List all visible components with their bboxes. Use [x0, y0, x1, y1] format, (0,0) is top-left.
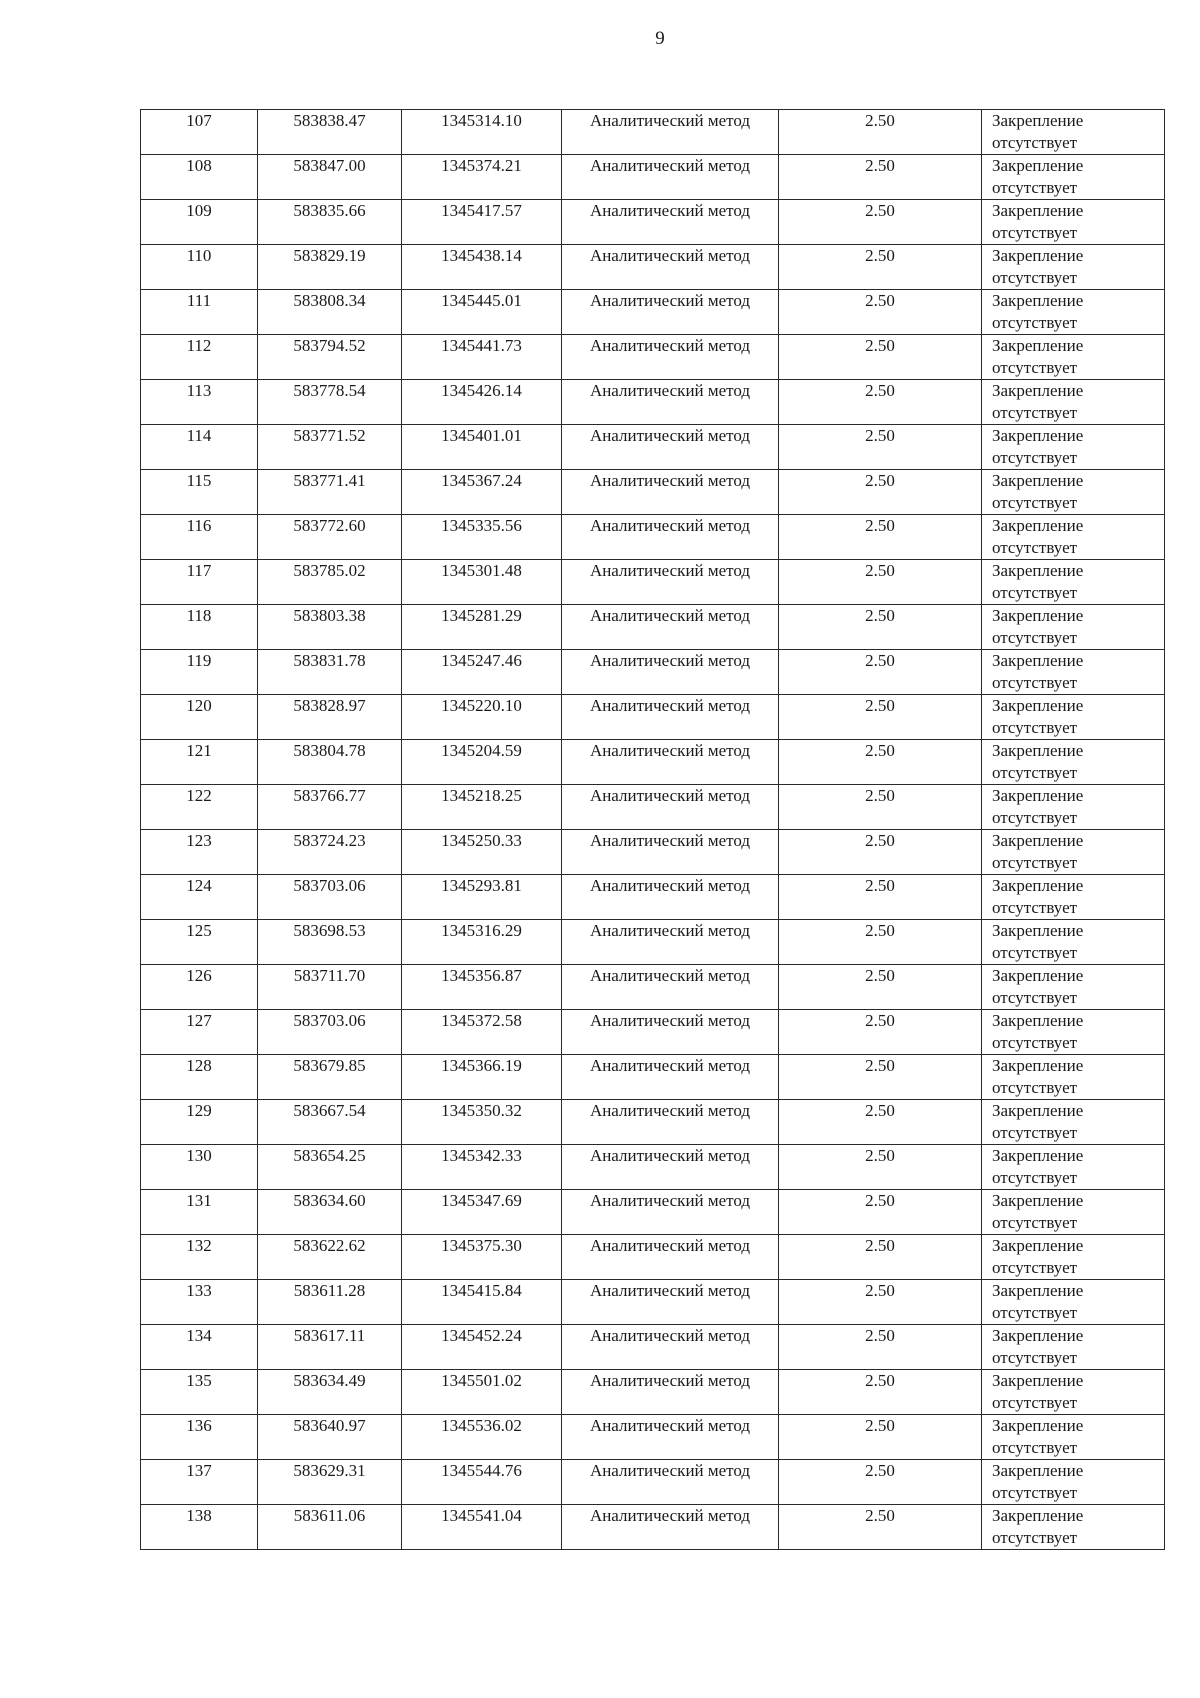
- x-coordinate-cell: 583847.00: [258, 155, 402, 200]
- y-coordinate-cell: 1345401.01: [402, 425, 562, 470]
- fixation-line-2: отсутствует: [992, 718, 1078, 737]
- table-row: [141, 1190, 1165, 1235]
- fixation-line-1: Закрепление: [992, 156, 1084, 175]
- table-row: [141, 1235, 1165, 1280]
- fixation-line-1: Закрепление: [992, 111, 1084, 130]
- fixation-line-1: Закрепление: [992, 246, 1084, 265]
- fixation-line-1: Закрепление: [992, 1326, 1084, 1345]
- table-row: [141, 110, 1165, 155]
- y-coordinate-cell: 1345335.56: [402, 515, 562, 560]
- y-coordinate-cell: 1345350.32: [402, 1100, 562, 1145]
- y-coordinate-cell: 1345544.76: [402, 1460, 562, 1505]
- table-row: [141, 1010, 1165, 1055]
- fixation-line-1: Закрепление: [992, 831, 1084, 850]
- method-cell: Аналитический метод: [562, 155, 779, 200]
- method-cell: Аналитический метод: [562, 560, 779, 605]
- y-coordinate-cell: 1345452.24: [402, 1325, 562, 1370]
- table-row: [141, 1460, 1165, 1505]
- fixation-line-1: Закрепление: [992, 921, 1084, 940]
- accuracy-cell: 2.50: [779, 1280, 982, 1325]
- point-number-cell: 124: [141, 875, 258, 920]
- table-row: [141, 155, 1165, 200]
- coordinates-table: [140, 109, 1165, 1550]
- y-coordinate-cell: 1345281.29: [402, 605, 562, 650]
- coordinates-table-container: [140, 109, 1164, 1550]
- fixation-line-2: отсутствует: [992, 403, 1078, 422]
- x-coordinate-cell: 583654.25: [258, 1145, 402, 1190]
- point-number-cell: 120: [141, 695, 258, 740]
- accuracy-cell: 2.50: [779, 245, 982, 290]
- fixation-line-2: отсутствует: [992, 1078, 1078, 1097]
- fixation-cell: [982, 245, 1165, 290]
- point-number-cell: 111: [141, 290, 258, 335]
- point-number-cell: 136: [141, 1415, 258, 1460]
- fixation-line-1: Закрепление: [992, 1191, 1084, 1210]
- x-coordinate-cell: 583622.62: [258, 1235, 402, 1280]
- fixation-line-1: Закрепление: [992, 561, 1084, 580]
- fixation-line-2: отсутствует: [992, 1348, 1078, 1367]
- fixation-line-2: отсутствует: [992, 223, 1078, 242]
- y-coordinate-cell: 1345218.25: [402, 785, 562, 830]
- point-number-cell: 114: [141, 425, 258, 470]
- method-cell: Аналитический метод: [562, 110, 779, 155]
- fixation-cell: [982, 200, 1165, 245]
- method-cell: Аналитический метод: [562, 1055, 779, 1100]
- point-number-cell: 126: [141, 965, 258, 1010]
- y-coordinate-cell: 1345250.33: [402, 830, 562, 875]
- y-coordinate-cell: 1345342.33: [402, 1145, 562, 1190]
- fixation-line-2: отсутствует: [992, 943, 1078, 962]
- accuracy-cell: 2.50: [779, 560, 982, 605]
- fixation-line-1: Закрепление: [992, 1506, 1084, 1525]
- y-coordinate-cell: 1345366.19: [402, 1055, 562, 1100]
- fixation-line-2: отсутствует: [992, 1438, 1078, 1457]
- table-row: [141, 335, 1165, 380]
- y-coordinate-cell: 1345356.87: [402, 965, 562, 1010]
- method-cell: Аналитический метод: [562, 1370, 779, 1415]
- table-row: [141, 1280, 1165, 1325]
- table-row: [141, 740, 1165, 785]
- table-row: [141, 560, 1165, 605]
- fixation-line-2: отсутствует: [992, 358, 1078, 377]
- fixation-line-2: отсутствует: [992, 1168, 1078, 1187]
- fixation-cell: [982, 155, 1165, 200]
- point-number-cell: 121: [141, 740, 258, 785]
- x-coordinate-cell: 583724.23: [258, 830, 402, 875]
- table-row: [141, 470, 1165, 515]
- fixation-cell: [982, 1190, 1165, 1235]
- fixation-cell: [982, 335, 1165, 380]
- point-number-cell: 131: [141, 1190, 258, 1235]
- accuracy-cell: 2.50: [779, 650, 982, 695]
- point-number-cell: 113: [141, 380, 258, 425]
- fixation-line-2: отсутствует: [992, 1303, 1078, 1322]
- y-coordinate-cell: 1345536.02: [402, 1415, 562, 1460]
- x-coordinate-cell: 583828.97: [258, 695, 402, 740]
- fixation-line-1: Закрепление: [992, 291, 1084, 310]
- accuracy-cell: 2.50: [779, 155, 982, 200]
- accuracy-cell: 2.50: [779, 1100, 982, 1145]
- x-coordinate-cell: 583640.97: [258, 1415, 402, 1460]
- accuracy-cell: 2.50: [779, 830, 982, 875]
- method-cell: Аналитический метод: [562, 740, 779, 785]
- y-coordinate-cell: 1345438.14: [402, 245, 562, 290]
- method-cell: Аналитический метод: [562, 1235, 779, 1280]
- point-number-cell: 108: [141, 155, 258, 200]
- x-coordinate-cell: 583804.78: [258, 740, 402, 785]
- fixation-line-1: Закрепление: [992, 606, 1084, 625]
- method-cell: Аналитический метод: [562, 1415, 779, 1460]
- fixation-cell: [982, 1145, 1165, 1190]
- fixation-line-1: Закрепление: [992, 426, 1084, 445]
- table-row: [141, 1505, 1165, 1550]
- fixation-line-1: Закрепление: [992, 1461, 1084, 1480]
- accuracy-cell: 2.50: [779, 1145, 982, 1190]
- fixation-line-1: Закрепление: [992, 336, 1084, 355]
- fixation-line-2: отсутствует: [992, 808, 1078, 827]
- method-cell: Аналитический метод: [562, 245, 779, 290]
- y-coordinate-cell: 1345347.69: [402, 1190, 562, 1235]
- fixation-cell: [982, 425, 1165, 470]
- method-cell: Аналитический метод: [562, 830, 779, 875]
- accuracy-cell: 2.50: [779, 1505, 982, 1550]
- fixation-cell: [982, 1010, 1165, 1055]
- accuracy-cell: 2.50: [779, 605, 982, 650]
- x-coordinate-cell: 583703.06: [258, 875, 402, 920]
- table-row: [141, 1370, 1165, 1415]
- y-coordinate-cell: 1345301.48: [402, 560, 562, 605]
- y-coordinate-cell: 1345374.21: [402, 155, 562, 200]
- x-coordinate-cell: 583771.52: [258, 425, 402, 470]
- x-coordinate-cell: 583838.47: [258, 110, 402, 155]
- fixation-line-2: отсутствует: [992, 628, 1078, 647]
- fixation-cell: [982, 470, 1165, 515]
- fixation-line-2: отсутствует: [992, 583, 1078, 602]
- fixation-cell: [982, 1370, 1165, 1415]
- point-number-cell: 138: [141, 1505, 258, 1550]
- table-row: [141, 695, 1165, 740]
- point-number-cell: 128: [141, 1055, 258, 1100]
- table-row: [141, 965, 1165, 1010]
- table-row: [141, 290, 1165, 335]
- fixation-line-1: Закрепление: [992, 201, 1084, 220]
- fixation-line-2: отсутствует: [992, 448, 1078, 467]
- fixation-line-2: отсутствует: [992, 1258, 1078, 1277]
- method-cell: Аналитический метод: [562, 650, 779, 695]
- method-cell: Аналитический метод: [562, 1460, 779, 1505]
- table-row: [141, 650, 1165, 695]
- fixation-line-2: отсутствует: [992, 673, 1078, 692]
- fixation-cell: [982, 1505, 1165, 1550]
- fixation-line-2: отсутствует: [992, 763, 1078, 782]
- y-coordinate-cell: 1345247.46: [402, 650, 562, 695]
- y-coordinate-cell: 1345415.84: [402, 1280, 562, 1325]
- table-row: [141, 785, 1165, 830]
- accuracy-cell: 2.50: [779, 380, 982, 425]
- fixation-line-1: Закрепление: [992, 1416, 1084, 1435]
- y-coordinate-cell: 1345417.57: [402, 200, 562, 245]
- method-cell: Аналитический метод: [562, 290, 779, 335]
- x-coordinate-cell: 583808.34: [258, 290, 402, 335]
- x-coordinate-cell: 583679.85: [258, 1055, 402, 1100]
- fixation-cell: [982, 605, 1165, 650]
- x-coordinate-cell: 583831.78: [258, 650, 402, 695]
- fixation-cell: [982, 1325, 1165, 1370]
- fixation-cell: [982, 1235, 1165, 1280]
- method-cell: Аналитический метод: [562, 1505, 779, 1550]
- accuracy-cell: 2.50: [779, 785, 982, 830]
- accuracy-cell: 2.50: [779, 920, 982, 965]
- fixation-cell: [982, 920, 1165, 965]
- fixation-line-2: отсутствует: [992, 178, 1078, 197]
- fixation-cell: [982, 380, 1165, 425]
- table-row: [141, 875, 1165, 920]
- point-number-cell: 115: [141, 470, 258, 515]
- accuracy-cell: 2.50: [779, 1415, 982, 1460]
- accuracy-cell: 2.50: [779, 200, 982, 245]
- fixation-line-2: отсутствует: [992, 313, 1078, 332]
- point-number-cell: 135: [141, 1370, 258, 1415]
- fixation-line-2: отсутствует: [992, 1528, 1078, 1547]
- method-cell: Аналитический метод: [562, 785, 779, 830]
- x-coordinate-cell: 583711.70: [258, 965, 402, 1010]
- point-number-cell: 125: [141, 920, 258, 965]
- x-coordinate-cell: 583611.28: [258, 1280, 402, 1325]
- fixation-line-2: отсутствует: [992, 1213, 1078, 1232]
- fixation-cell: [982, 875, 1165, 920]
- table-row: [141, 1055, 1165, 1100]
- point-number-cell: 133: [141, 1280, 258, 1325]
- point-number-cell: 129: [141, 1100, 258, 1145]
- y-coordinate-cell: 1345445.01: [402, 290, 562, 335]
- fixation-line-1: Закрепление: [992, 1281, 1084, 1300]
- method-cell: Аналитический метод: [562, 1010, 779, 1055]
- point-number-cell: 117: [141, 560, 258, 605]
- method-cell: Аналитический метод: [562, 515, 779, 560]
- x-coordinate-cell: 583778.54: [258, 380, 402, 425]
- accuracy-cell: 2.50: [779, 290, 982, 335]
- point-number-cell: 110: [141, 245, 258, 290]
- method-cell: Аналитический метод: [562, 200, 779, 245]
- y-coordinate-cell: 1345293.81: [402, 875, 562, 920]
- fixation-line-1: Закрепление: [992, 381, 1084, 400]
- point-number-cell: 107: [141, 110, 258, 155]
- fixation-line-2: отсутствует: [992, 133, 1078, 152]
- method-cell: Аналитический метод: [562, 1325, 779, 1370]
- fixation-line-1: Закрепление: [992, 786, 1084, 805]
- fixation-cell: [982, 650, 1165, 695]
- fixation-cell: [982, 1415, 1165, 1460]
- fixation-line-2: отсутствует: [992, 1123, 1078, 1142]
- y-coordinate-cell: 1345426.14: [402, 380, 562, 425]
- y-coordinate-cell: 1345541.04: [402, 1505, 562, 1550]
- accuracy-cell: 2.50: [779, 1010, 982, 1055]
- fixation-cell: [982, 1280, 1165, 1325]
- method-cell: Аналитический метод: [562, 1280, 779, 1325]
- method-cell: Аналитический метод: [562, 875, 779, 920]
- x-coordinate-cell: 583667.54: [258, 1100, 402, 1145]
- accuracy-cell: 2.50: [779, 740, 982, 785]
- fixation-line-1: Закрепление: [992, 1011, 1084, 1030]
- x-coordinate-cell: 583772.60: [258, 515, 402, 560]
- table-row: [141, 425, 1165, 470]
- method-cell: Аналитический метод: [562, 425, 779, 470]
- fixation-line-1: Закрепление: [992, 1146, 1084, 1165]
- method-cell: Аналитический метод: [562, 965, 779, 1010]
- y-coordinate-cell: 1345314.10: [402, 110, 562, 155]
- fixation-line-1: Закрепление: [992, 1371, 1084, 1390]
- table-body: [141, 110, 1165, 1550]
- point-number-cell: 130: [141, 1145, 258, 1190]
- x-coordinate-cell: 583634.49: [258, 1370, 402, 1415]
- method-cell: Аналитический метод: [562, 1100, 779, 1145]
- fixation-line-1: Закрепление: [992, 1056, 1084, 1075]
- x-coordinate-cell: 583698.53: [258, 920, 402, 965]
- fixation-line-2: отсутствует: [992, 988, 1078, 1007]
- y-coordinate-cell: 1345204.59: [402, 740, 562, 785]
- point-number-cell: 119: [141, 650, 258, 695]
- x-coordinate-cell: 583634.60: [258, 1190, 402, 1235]
- fixation-cell: [982, 560, 1165, 605]
- point-number-cell: 127: [141, 1010, 258, 1055]
- accuracy-cell: 2.50: [779, 1460, 982, 1505]
- x-coordinate-cell: 583611.06: [258, 1505, 402, 1550]
- fixation-line-1: Закрепление: [992, 651, 1084, 670]
- fixation-line-2: отсутствует: [992, 493, 1078, 512]
- method-cell: Аналитический метод: [562, 335, 779, 380]
- y-coordinate-cell: 1345441.73: [402, 335, 562, 380]
- fixation-line-2: отсутствует: [992, 268, 1078, 287]
- fixation-line-1: Закрепление: [992, 471, 1084, 490]
- point-number-cell: 112: [141, 335, 258, 380]
- y-coordinate-cell: 1345220.10: [402, 695, 562, 740]
- accuracy-cell: 2.50: [779, 875, 982, 920]
- method-cell: Аналитический метод: [562, 1190, 779, 1235]
- page-number: 9: [655, 28, 665, 49]
- fixation-line-1: Закрепление: [992, 516, 1084, 535]
- fixation-line-1: Закрепление: [992, 966, 1084, 985]
- fixation-line-2: отсутствует: [992, 538, 1078, 557]
- method-cell: Аналитический метод: [562, 380, 779, 425]
- method-cell: Аналитический метод: [562, 695, 779, 740]
- accuracy-cell: 2.50: [779, 425, 982, 470]
- point-number-cell: 132: [141, 1235, 258, 1280]
- y-coordinate-cell: 1345367.24: [402, 470, 562, 515]
- method-cell: Аналитический метод: [562, 605, 779, 650]
- fixation-cell: [982, 1055, 1165, 1100]
- fixation-cell: [982, 110, 1165, 155]
- fixation-line-1: Закрепление: [992, 741, 1084, 760]
- fixation-line-1: Закрепление: [992, 1101, 1084, 1120]
- fixation-cell: [982, 290, 1165, 335]
- method-cell: Аналитический метод: [562, 1145, 779, 1190]
- accuracy-cell: 2.50: [779, 1235, 982, 1280]
- x-coordinate-cell: 583617.11: [258, 1325, 402, 1370]
- table-row: [141, 515, 1165, 560]
- accuracy-cell: 2.50: [779, 515, 982, 560]
- x-coordinate-cell: 583629.31: [258, 1460, 402, 1505]
- accuracy-cell: 2.50: [779, 335, 982, 380]
- fixation-line-1: Закрепление: [992, 876, 1084, 895]
- table-row: [141, 1100, 1165, 1145]
- fixation-cell: [982, 1100, 1165, 1145]
- fixation-line-1: Закрепление: [992, 696, 1084, 715]
- fixation-line-2: отсутствует: [992, 1393, 1078, 1412]
- table-row: [141, 245, 1165, 290]
- table-row: [141, 830, 1165, 875]
- point-number-cell: 116: [141, 515, 258, 560]
- accuracy-cell: 2.50: [779, 695, 982, 740]
- fixation-cell: [982, 515, 1165, 560]
- fixation-line-2: отсутствует: [992, 1033, 1078, 1052]
- fixation-cell: [982, 740, 1165, 785]
- point-number-cell: 123: [141, 830, 258, 875]
- fixation-line-2: отсутствует: [992, 1483, 1078, 1502]
- table-row: [141, 920, 1165, 965]
- y-coordinate-cell: 1345375.30: [402, 1235, 562, 1280]
- point-number-cell: 137: [141, 1460, 258, 1505]
- x-coordinate-cell: 583835.66: [258, 200, 402, 245]
- fixation-line-2: отсутствует: [992, 853, 1078, 872]
- x-coordinate-cell: 583829.19: [258, 245, 402, 290]
- y-coordinate-cell: 1345372.58: [402, 1010, 562, 1055]
- fixation-cell: [982, 785, 1165, 830]
- table-row: [141, 380, 1165, 425]
- y-coordinate-cell: 1345501.02: [402, 1370, 562, 1415]
- method-cell: Аналитический метод: [562, 920, 779, 965]
- accuracy-cell: 2.50: [779, 1055, 982, 1100]
- accuracy-cell: 2.50: [779, 1190, 982, 1235]
- fixation-line-2: отсутствует: [992, 898, 1078, 917]
- accuracy-cell: 2.50: [779, 110, 982, 155]
- table-row: [141, 200, 1165, 245]
- table-row: [141, 1415, 1165, 1460]
- accuracy-cell: 2.50: [779, 965, 982, 1010]
- x-coordinate-cell: 583785.02: [258, 560, 402, 605]
- fixation-cell: [982, 830, 1165, 875]
- x-coordinate-cell: 583703.06: [258, 1010, 402, 1055]
- x-coordinate-cell: 583766.77: [258, 785, 402, 830]
- fixation-cell: [982, 1460, 1165, 1505]
- point-number-cell: 109: [141, 200, 258, 245]
- fixation-cell: [982, 695, 1165, 740]
- accuracy-cell: 2.50: [779, 1370, 982, 1415]
- accuracy-cell: 2.50: [779, 1325, 982, 1370]
- table-row: [141, 1325, 1165, 1370]
- point-number-cell: 118: [141, 605, 258, 650]
- accuracy-cell: 2.50: [779, 470, 982, 515]
- point-number-cell: 134: [141, 1325, 258, 1370]
- x-coordinate-cell: 583803.38: [258, 605, 402, 650]
- method-cell: Аналитический метод: [562, 470, 779, 515]
- table-row: [141, 1145, 1165, 1190]
- fixation-line-1: Закрепление: [992, 1236, 1084, 1255]
- x-coordinate-cell: 583794.52: [258, 335, 402, 380]
- fixation-cell: [982, 965, 1165, 1010]
- point-number-cell: 122: [141, 785, 258, 830]
- y-coordinate-cell: 1345316.29: [402, 920, 562, 965]
- x-coordinate-cell: 583771.41: [258, 470, 402, 515]
- table-row: [141, 605, 1165, 650]
